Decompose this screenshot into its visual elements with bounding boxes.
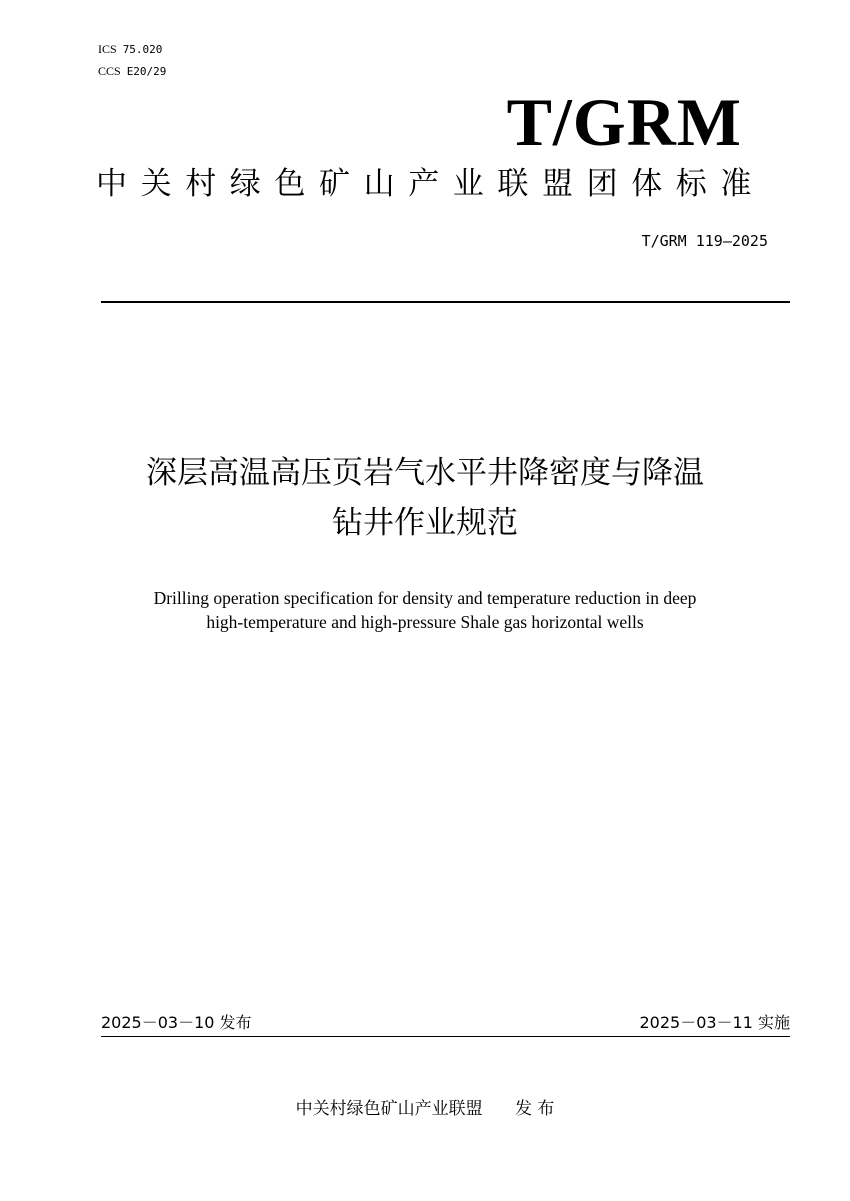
chinese-title-line-2: 钻井作业规范: [332, 505, 518, 541]
english-title: [60, 586, 790, 634]
ics-classification: [98, 42, 162, 57]
standard-logo: T/GRM: [506, 84, 742, 160]
issue-date: 2025－03－10 发布: [101, 1013, 252, 1032]
ics-code: 75.020: [122, 43, 163, 56]
english-title-line-1: Drilling operation specification for density and temperature reduction in deep: [153, 588, 697, 608]
english-title-line-2: high-temperature and high-pressure Shale gas horizontal wells: [206, 612, 644, 632]
publisher: 中关村绿色矿山产业联盟 发 布: [295, 1099, 555, 1119]
chinese-title-line-1: 深层高温高压页岩气水平井降密度与降温: [146, 455, 704, 491]
ccs-label: CCS: [98, 64, 121, 78]
top-divider: [101, 301, 790, 303]
bottom-divider: [101, 1036, 790, 1037]
standard-number: T/GRM 119—2025: [641, 232, 768, 250]
implementation-date: 2025－03－11 实施: [639, 1013, 790, 1032]
organization-title: 中关村绿色矿山产业联盟团体标准: [96, 166, 765, 202]
ics-label: ICS: [98, 42, 117, 56]
ccs-classification: [98, 64, 166, 79]
chinese-title: [60, 448, 790, 548]
ccs-code: E20/29: [126, 65, 167, 78]
